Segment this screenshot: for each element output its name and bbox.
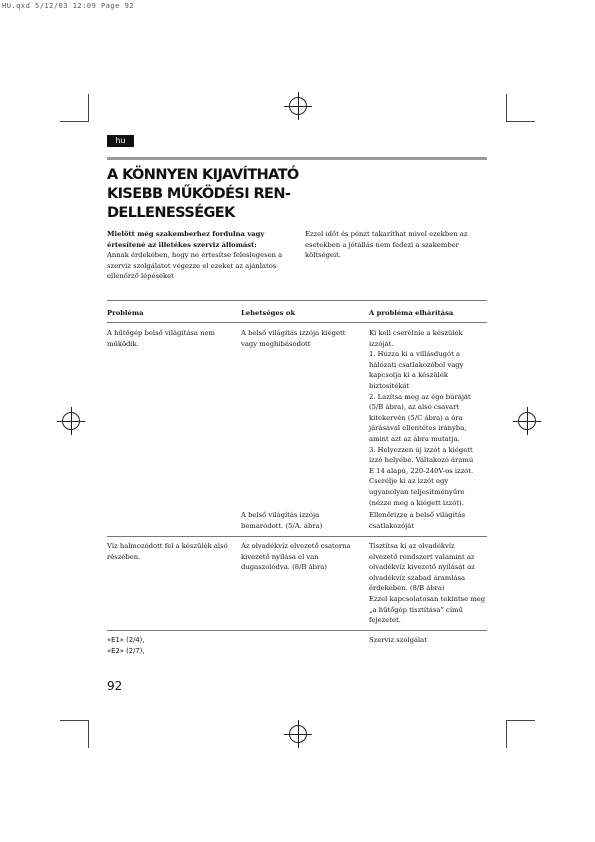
fix-line: Cserélje ki az izzót egy <box>369 477 449 486</box>
fix-line: 2. Lazítsa meg az égo búráját <box>369 392 471 401</box>
fix-line: 3. Helyezzen új izzót a kiégett <box>369 445 473 454</box>
table-cell-problem: Víz halmozódott fel a készülék alsó részében. <box>107 542 228 561</box>
fix-line: amint azt az ábra mutatja. <box>369 434 460 443</box>
fix-line: izzóját. <box>369 339 394 348</box>
intro-left <box>107 229 293 282</box>
crop-mark <box>60 121 88 122</box>
table-header-cause: Lehetséges ok <box>241 309 296 317</box>
fix-line: fejezetet. <box>369 616 401 625</box>
fix-line: hálózati csatlakozóból vagy <box>369 360 464 369</box>
fix-line: Ezzel kapcsolatosan tekintse meg <box>369 594 486 603</box>
table-cell-code: «E1» (2/4), <box>107 636 145 644</box>
table-cell-code: «E2» (2/7), <box>107 647 145 655</box>
crop-mark <box>88 94 89 122</box>
crop-mark <box>60 720 88 721</box>
intro-bold: Mielőtt még szakemberhez fordulna vagy értesítené az illetékes szerviz állomást: <box>107 230 265 249</box>
crop-mark <box>507 720 535 721</box>
registration-mark-icon <box>289 725 307 743</box>
fix-line: olvadékvíz kivezető nyílását az <box>369 563 475 572</box>
table-rule <box>107 630 487 631</box>
language-tab: hu <box>107 135 134 147</box>
table-rule <box>107 322 487 323</box>
crop-mark <box>506 94 507 122</box>
table-cell-cause: A belső világítás izzója bemaródott. (5/A. ábra) <box>241 511 323 530</box>
fix-line: járásával ellentétes irányba, <box>369 424 467 433</box>
fix-line: biztosítékát <box>369 381 410 390</box>
table-cell-cause: A belső világítás izzója kiégett vagy meghibásodott <box>241 329 346 348</box>
table-cell-fix <box>369 541 491 626</box>
fix-line: E 14 alapú, 220-240V-os izzót. <box>369 466 474 475</box>
fix-line: (nézze meg a kiégett izzót). <box>369 498 464 507</box>
registration-mark-icon <box>518 412 536 430</box>
fix-line: „a hűtőgép tisztítása” című <box>369 605 463 614</box>
file-header: HU.qxd 5/12/03 12:09 Page 92 <box>2 2 135 10</box>
crop-mark <box>88 720 89 748</box>
fix-line: elvezető rendszert valamint az <box>369 552 475 561</box>
fix-line: Ki kell cserélnie a készülék <box>369 329 463 337</box>
table-cell-fix: Szerviz szolgálat <box>369 636 427 644</box>
table-cell-fix: Ellenőrizze a belső világítás csatlakozóját <box>369 511 466 530</box>
fix-line: (5/B ábra), az alsó csavart <box>369 403 460 412</box>
table-rule <box>107 300 487 301</box>
fix-line: 1. Húzza ki a villásdugót a <box>369 350 461 359</box>
table-cell-fix <box>369 328 491 508</box>
crop-mark <box>507 121 535 122</box>
fix-line: kapcsolja ki a készülék <box>369 371 448 380</box>
intro-text: Annak érdekében, hogy ne értesítse feleslegesen a szerviz szolgálatot végezze el ezeket az ajánlatos ellenőrző lépéseket <box>107 251 283 280</box>
fix-line: Tisztítsa ki az olvadékvíz <box>369 542 455 550</box>
fix-line: izzó helyébe. Váltakozó áramú <box>369 456 474 465</box>
fix-line: olvadékvíz szabad áramlása <box>369 573 466 582</box>
crop-mark <box>506 720 507 748</box>
fix-line: érdekében. (8/B ábra) <box>369 584 445 593</box>
fix-line: kitekervén (5/C ábra) a óra <box>369 413 463 422</box>
table-rule <box>107 536 487 537</box>
table-cell-cause: Az olvadékvíz elvezető csatorna kivezető nyílása el van dugaszolódva. (8/B ábra) <box>241 542 351 572</box>
page-number: 92 <box>107 679 123 693</box>
fix-line: ugyanolyan teljesítményűre <box>369 487 465 496</box>
registration-mark-icon <box>62 412 80 430</box>
table-cell-problem: A hűtőgép belső világítása nem működik. <box>107 329 215 348</box>
table-header-fix: A probléma elhárítása <box>369 309 454 317</box>
intro-right: Ezzel időt és pénzt takaríthat mivel ezekben az esetekben a jótállás nem fedezi a szakember költségeit. <box>305 230 468 259</box>
page-title: A KÖNNYEN KIJAVÍTHATÓ KISEBB MŰKÖDÉSI REN-DELLENESSÉGEK <box>107 167 299 221</box>
table-header-problem: Probléma <box>107 309 144 317</box>
registration-mark-icon <box>289 97 307 115</box>
section-divider <box>107 157 487 160</box>
